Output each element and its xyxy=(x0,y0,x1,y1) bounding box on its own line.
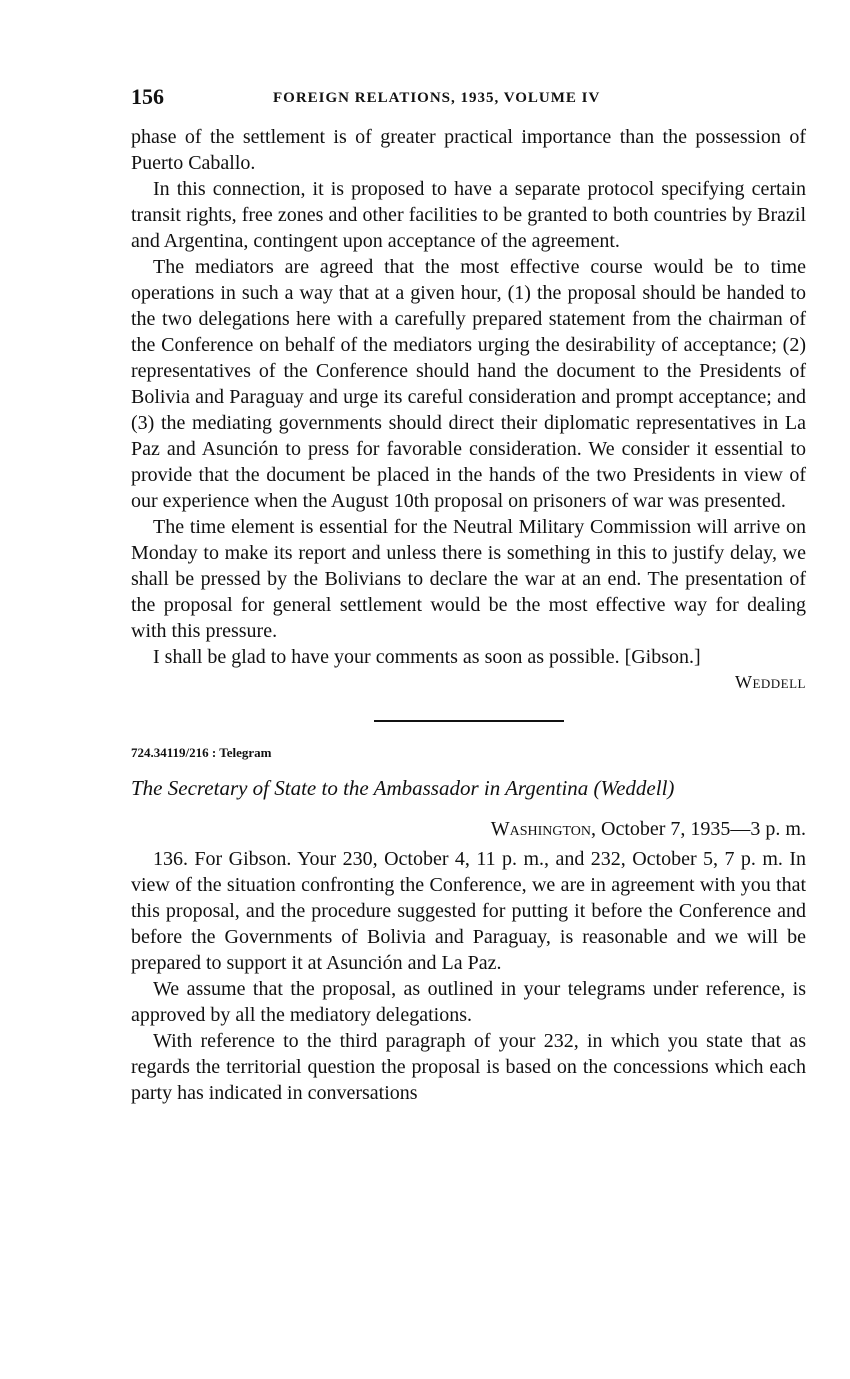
dateline-date: October 7, 1935—3 p. m. xyxy=(596,818,806,840)
running-head-title: FOREIGN RELATIONS, 1935, VOLUME IV xyxy=(273,90,601,106)
paragraph: With reference to the third paragraph of your 232, in which you state that as regards the territorial question the proposal is based on the concessions which each party has indicated in conversations xyxy=(131,1030,806,1104)
paragraph: I shall be glad to have your comments as soon as possible. [Gibson.] xyxy=(153,646,701,668)
page-number: 156 xyxy=(131,84,164,109)
paragraph: We assume that the proposal, as outlined in your telegrams under reference, is approved by all the mediatory delegations. xyxy=(131,978,806,1026)
document-title: The Secretary of State to the Ambassador in Argentina (Weddell) xyxy=(131,776,675,800)
paragraph: In this connection, it is proposed to have a separate protocol specifying certain transit rights, free zones and other facilities to be granted to both countries by Brazil and Argentina, contingent upon acceptance of the agreement. xyxy=(131,178,806,252)
signature: Weddell xyxy=(734,672,806,692)
paragraph: phase of the settlement is of greater practical importance than the possession of Puerto Caballo. xyxy=(131,126,806,174)
dateline-place: Washington, xyxy=(490,818,597,840)
file-number: 724.34119/216 : Telegram xyxy=(131,745,272,760)
paragraph: The mediators are agreed that the most effective course would be to time operations in such a way that at a given hour, (1) the proposal should be handed to the two delegations here with a carefully prepared statement from the chairman of the Conference on behalf of the mediators urging the desirability of acceptance; (2) representatives of the Conference should hand the document to the Presidents of Bolivia and Paraguay and urge its careful consideration and prompt acceptance; and (3) the mediating governments should direct their diplomatic representatives in La Paz and Asunción to press for favorable consideration. We consider it essential to provide that the document be placed in the hands of the two Presidents in view of our experience when the August 10th proposal on prisoners of war was presented. xyxy=(131,256,806,512)
paragraph: The time element is essential for the Neutral Military Commission will arrive on Monday to make its report and unless there is something in this to justify delay, we shall be pressed by the Bolivians to declare the war at an end. The presentation of the proposal for general settlement would be the most effective way for dealing with this pressure. xyxy=(131,516,806,642)
previous-telegram-body xyxy=(131,124,806,694)
section-divider xyxy=(374,720,564,722)
telegram-section xyxy=(131,744,806,1106)
paragraph: 136. For Gibson. Your 230, October 4, 11 p. m., and 232, October 5, 7 p. m. In view of the situation confronting the Conference, we are in agreement with you that this proposal, and the procedure suggested for putting it before the Conference and before the Governments of Bolivia and Paraguay, is reasonable and we will be prepared to support it at Asunción and La Paz. xyxy=(131,848,806,974)
running-head xyxy=(131,84,806,114)
document-page xyxy=(131,84,806,1106)
dateline xyxy=(131,816,806,842)
